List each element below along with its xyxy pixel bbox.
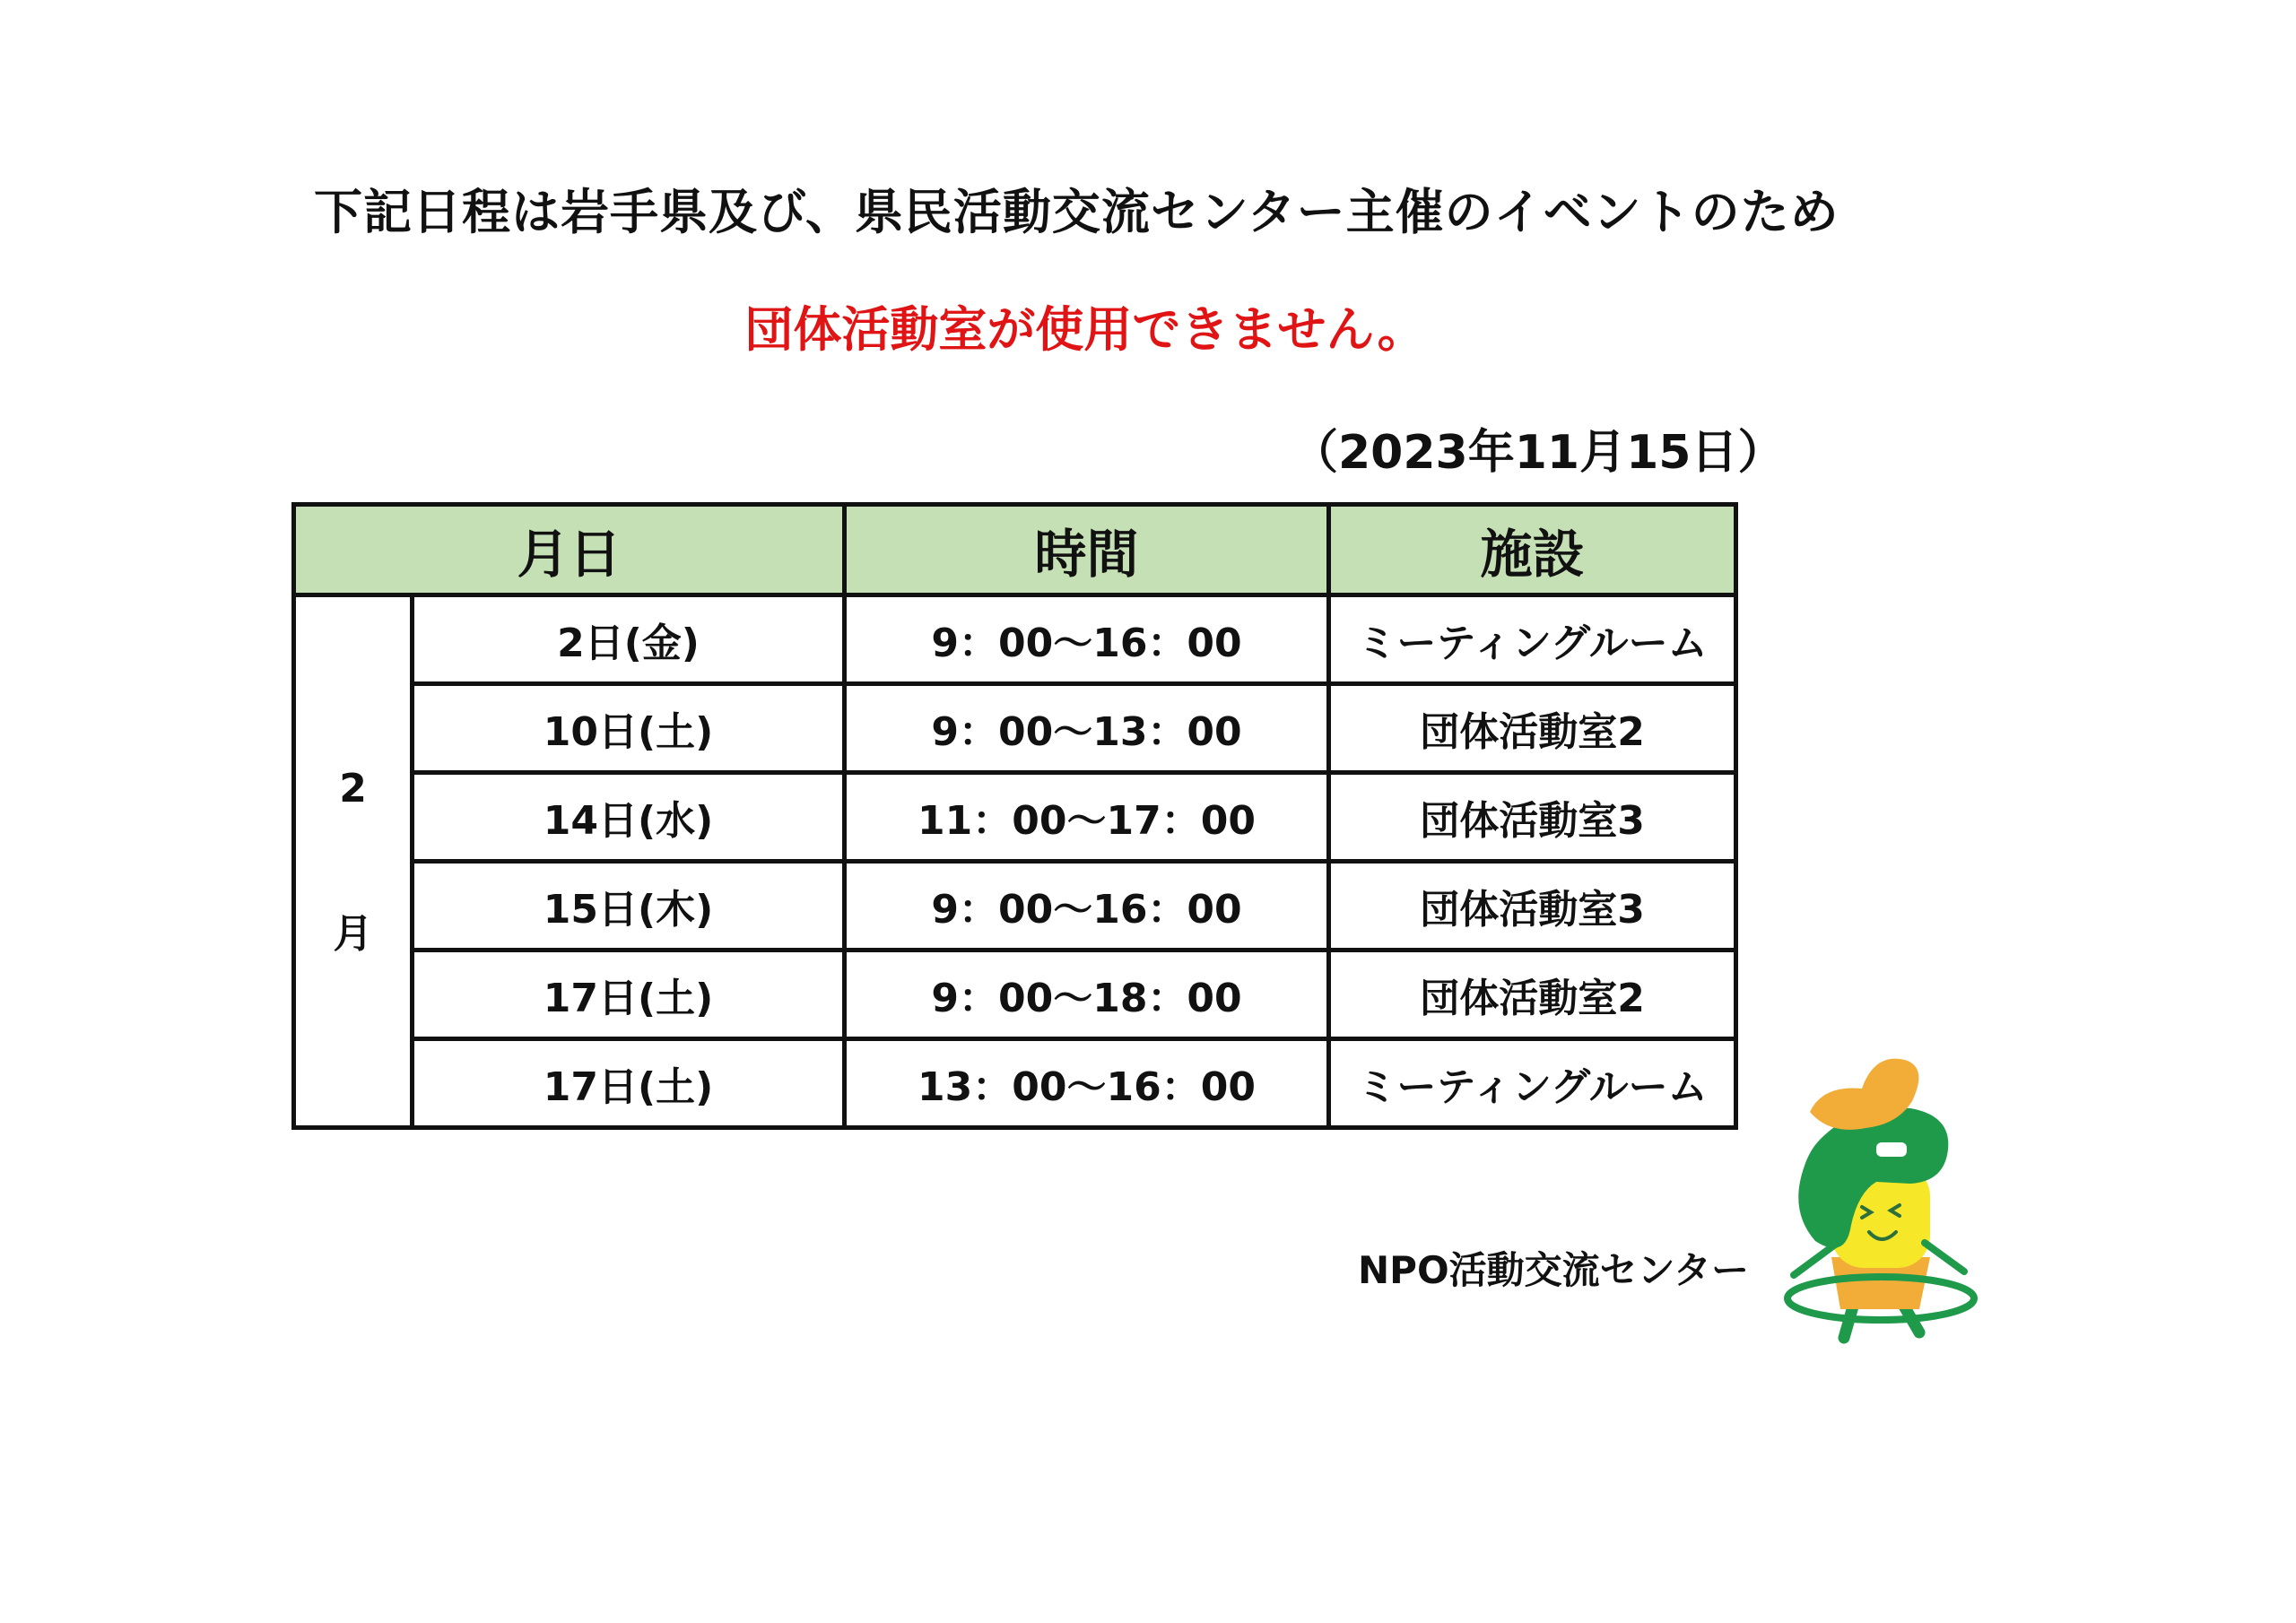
table-header-row: [294, 505, 1736, 595]
organization-name: NPO活動交流センター: [1358, 1248, 1749, 1292]
table-row: [294, 1039, 1736, 1128]
row-date: 15日(木): [413, 862, 845, 950]
npo-center-mascot-icon: [1776, 1049, 1991, 1354]
row-date: 17日(土): [413, 1039, 845, 1128]
month-unit: 月: [333, 910, 373, 957]
schedule-table: [291, 502, 1738, 1130]
row-date: 14日(水): [413, 773, 845, 862]
row-facility: 団体活動室3: [1329, 773, 1736, 862]
header-date: 月日: [294, 505, 845, 595]
mascot-left-arm: [1794, 1245, 1835, 1275]
row-facility: 団体活動室2: [1329, 684, 1736, 773]
header-time: 時間: [845, 505, 1329, 595]
table-row: [294, 862, 1736, 950]
header-facility: 施設: [1329, 505, 1736, 595]
row-date: 10日(土): [413, 684, 845, 773]
notice-unavailable: 団体活動室が使用できません。: [744, 301, 1426, 358]
row-time: 9：00～13：00: [845, 684, 1329, 773]
row-time: 9：00～16：00: [845, 862, 1329, 950]
row-facility: ミーティングルーム: [1329, 595, 1736, 684]
mascot-head-mark: [1876, 1142, 1907, 1157]
row-facility: ミーティングルーム: [1329, 1039, 1736, 1128]
issue-date: （2023年11月15日）: [1292, 426, 1785, 480]
row-facility: 団体活動室3: [1329, 862, 1736, 950]
table-row: [294, 684, 1736, 773]
row-time: 9：00～18：00: [845, 950, 1329, 1039]
month-cell: [294, 595, 413, 1128]
table-row: [294, 773, 1736, 862]
table-row: [294, 950, 1736, 1039]
row-date: 2日(金): [413, 595, 845, 684]
headline: 下記日程は岩手県及び、県民活動交流センター主催のイベントのため: [314, 184, 1839, 240]
row-facility: 団体活動室2: [1329, 950, 1736, 1039]
table-row: [294, 595, 1736, 684]
row-time: 9：00～16：00: [845, 595, 1329, 684]
row-date: 17日(土): [413, 950, 845, 1039]
row-time: 13：00～16：00: [845, 1039, 1329, 1128]
row-time: 11：00～17：00: [845, 773, 1329, 862]
mascot-right-arm: [1925, 1243, 1964, 1271]
month-number: 2: [339, 765, 367, 812]
